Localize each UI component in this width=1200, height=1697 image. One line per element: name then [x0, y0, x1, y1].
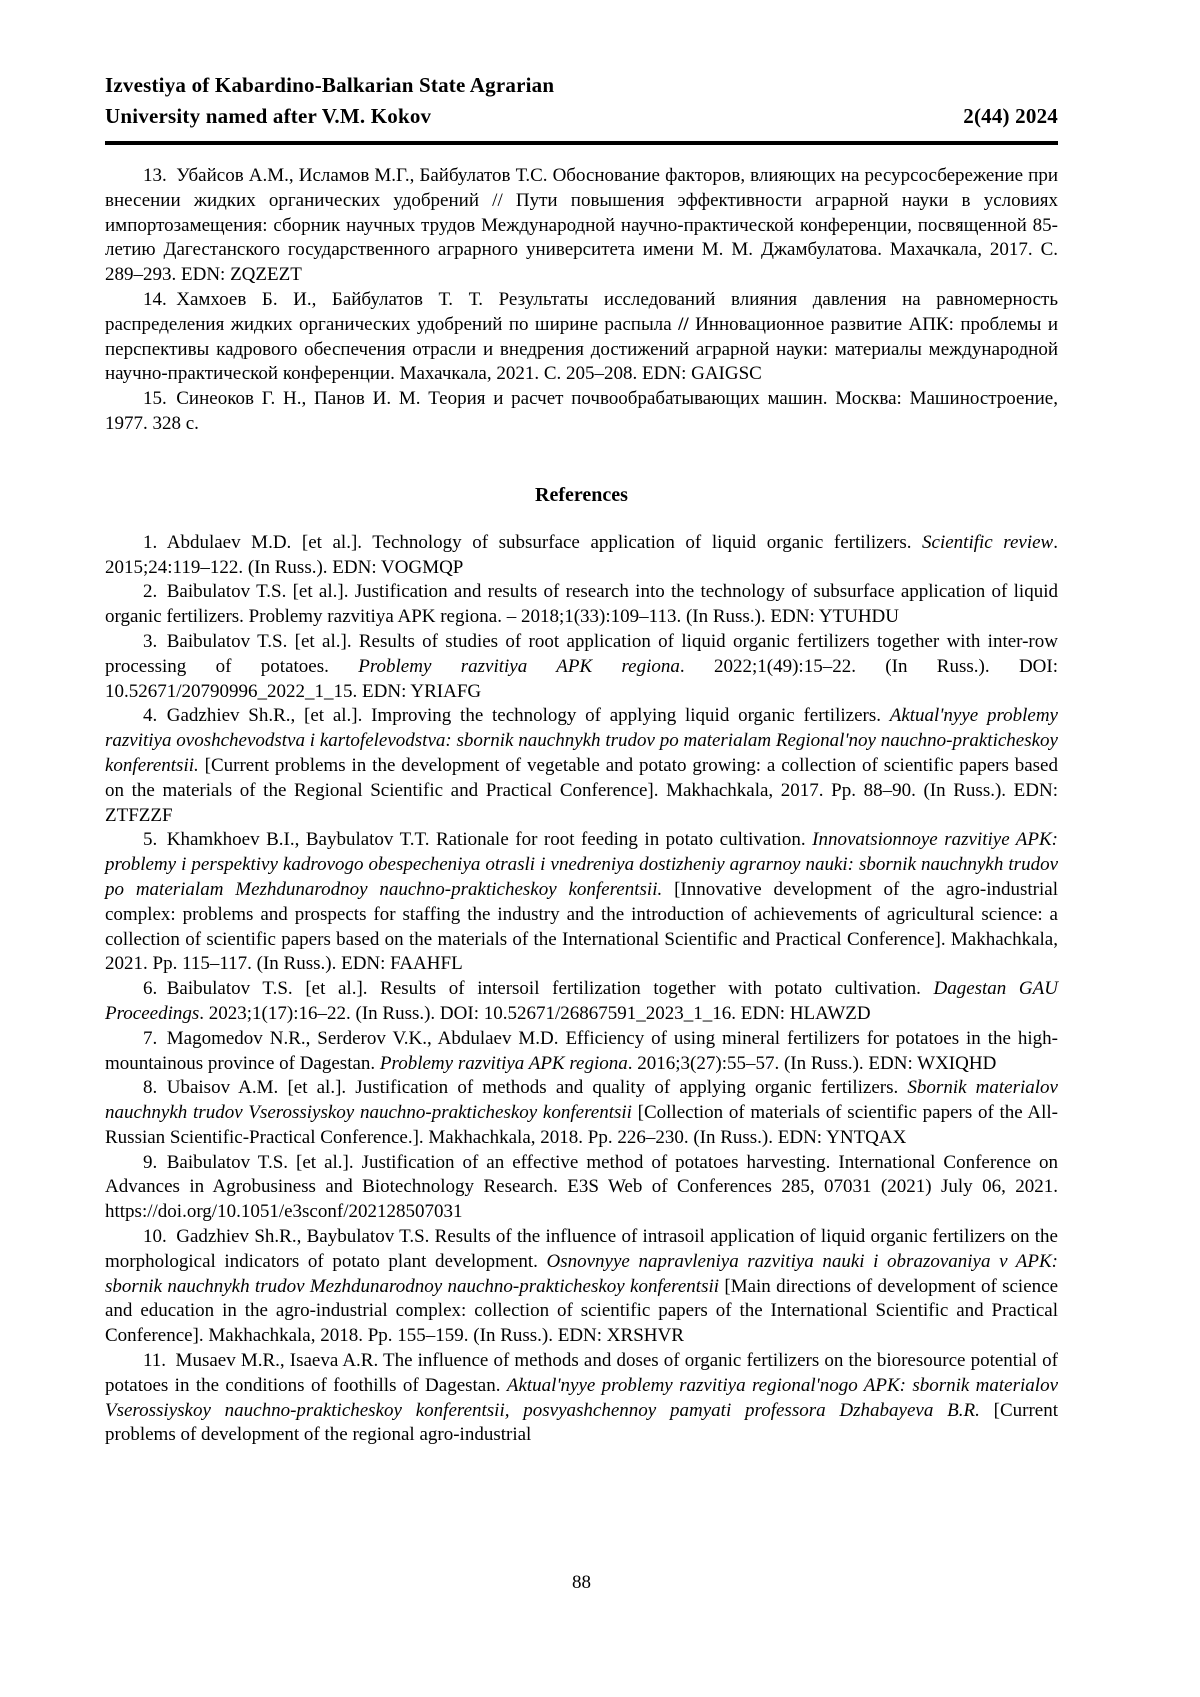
reference-item-english: 2. Baibulatov T.S. [et al.]. Justification and results of research into the technology of subsurface application of liquid organic fertilizers. Problemy razvitiya APK regiona. – 2018;1(33):109–113. (In Russ.). EDN: YTUHDU: [105, 581, 1058, 628]
english-references-list: [105, 531, 1058, 1448]
reference-item-russian: 15. Синеоков Г. Н., Панов И. М. Теория и расчет почвообрабатывающих машин. Москва: Машиностроение, 1977. 328 с.: [105, 388, 1058, 434]
reference-item-english: 10. Gadzhiev Sh.R., Baybulatov T.S. Results of the influence of intrasoil application of liquid organic fertilizers on the morphological indicators of potato plant development. Osnovnyye napravleniya razvitiya nauki i obrazovaniya v APK: sbornik nauchnykh trudov Mezhdunarodnoy nauchno-prakticheskoy konferentsii [Main directions of development of science and education in the agro-industrial complex: collection of scientific papers of the International Scientific and Practical Conference]. Makhachkala, 2018. Pp. 155–159. (In Russ.). EDN: XRSHVR: [105, 1226, 1058, 1347]
reference-item-english: 4. Gadzhiev Sh.R., [et al.]. Improving the technology of applying liquid organic fertilizers. Aktual'nyye problemy razvitiya ovoshchevodstva i kartofelevodstva: sbornik nauchnykh trudov po materialam Regional'noy nauchno-prakticheskoy konferentsii. [Current problems in the development of vegetable and potato growing: a collection of scientific papers based on the materials of the Regional Scientific and Practical Conference]. Makhachkala, 2017. Pp. 88–90. (In Russ.). EDN: ZTFZZF: [105, 705, 1058, 826]
reference-item-english: 8. Ubaisov A.M. [et al.]. Justification of methods and quality of applying organic fertilizers. Sbornik materialov nauchnykh trudov Vserossiyskoy nauchno-prakticheskoy konferentsii [Collection of materials of scientific papers of the All-Russian Scientific-Practical Conference.]. Makhachkala, 2018. Pp. 226–230. (In Russ.). EDN: YNTQAX: [105, 1077, 1058, 1148]
reference-item-english: 11. Musaev M.R., Isaeva A.R. The influence of methods and doses of organic fertilizers on the bioresource potential of potatoes in the conditions of foothills of Dagestan. Aktual'nyye problemy razvitiya regional'nogo APK: sbornik materialov Vserossiyskoy nauchno-prakticheskoy konferentsii, posvyashchennoy pamyati professora Dzhabayeva B.R. [Current problems of development of the regional agro-industrial: [105, 1350, 1059, 1446]
issue-number: 2(44) 2024: [963, 104, 1058, 128]
reference-item-russian: 14. Хамхоев Б. И., Байбулатов Т. Т. Результаты исследований влияния давления на равномерность распределения жидких органических удобрений по ширине распыла // Инновационное развитие АПК: проблемы и перспективы кадрового обеспечения отрасли и внедрения достижений аграрной науки: материалы международной научно-практической конференции. Махачкала, 2021. С. 205–208. EDN: GAIGSC: [105, 288, 1058, 385]
russian-references-list: [105, 164, 1058, 437]
page-number: 88: [572, 1572, 591, 1593]
reference-item-english: 7. Magomedov N.R., Serderov V.K., Abdulaev M.D. Efficiency of using mineral fertilizers for potatoes in the high-mountainous province of Dagestan. Problemy razvitiya APK regiona. 2016;3(27):55–57. (In Russ.). EDN: WXIQHD: [105, 1027, 1058, 1074]
journal-title-line1: Izvestiya of Kabardino-Balkarian State Agrarian: [105, 73, 555, 97]
reference-item-english: 3. Baibulatov T.S. [et al.]. Results of studies of root application of liquid organic fertilizers together with inter-row processing of potatoes. Problemy razvitiya APK regiona. 2022;1(49):15–22. (In Russ.). DOI: 10.52671/20790996_2022_1_15. EDN: YRIAFG: [105, 630, 1058, 702]
reference-item-english: 5. Khamkhoev B.I., Baybulatov T.T. Rationale for root feeding in potato cultivation. Innovatsionnoye razvitiye APK: problemy i perspektivy kadrovogo obespecheniya otrasli i vnedreniya dostizheniy agrarnoy nauki: sbornik nauchnykh trudov po materialam Mezhdunarodnoy nauchno-prakticheskoy konferentsii. [Innovative development of the agro-industrial complex: problems and prospects for staffing the industry and the introduction of achievements of agricultural science: a collection of scientific papers based on the materials of the International Scientific and Practical Conference]. Makhachkala, 2021. Pp. 115–117. (In Russ.). EDN: FAAHFL: [105, 829, 1058, 975]
reference-item-russian: 13. Убайсов А.М., Исламов М.Г., Байбулатов Т.С. Обоснование факторов, влияющих на ресурсосбережение при внесении жидких органических удобрений // Пути повышения эффективности аграрной науки в условиях импортозамещения: сборник научных трудов Международной научно-практической конференции, посвященной 85-летию Дагестанского государственного аграрного университета имени М. М. Джамбулатова. Махачкала, 2017. С. 289–293. EDN: ZQZEZT: [105, 165, 1058, 286]
page-header: [105, 70, 1058, 145]
reference-item-english: 6. Baibulatov T.S. [et al.]. Results of intersoil fertilization together with potato cultivation. Dagestan GAU Proceedings. 2023;1(17):16–22. (In Russ.). DOI: 10.52671/26867591_2023_1_16. EDN: HLAWZD: [105, 978, 1058, 1024]
header-rule: [105, 141, 1058, 145]
references-heading: References: [535, 483, 628, 506]
reference-item-english: 1. Abdulaev M.D. [et al.]. Technology of subsurface application of liquid organic fertilizers. Scientific review. 2015;24:119–122. (In Russ.). EDN: VOGMQP: [105, 531, 1058, 578]
journal-title-line2: University named after V.M. Kokov: [105, 104, 432, 128]
references-content: [105, 164, 1058, 1448]
reference-item-english: 9. Baibulatov T.S. [et al.]. Justification of an effective method of potatoes harvesting. International Conference on Advances in Agrobusiness and Biotechnology Research. E3S Web of Conferences 285, 07031 (2021) July 06, 2021. https://doi.org/10.1051/e3sconf/202128507031: [105, 1151, 1058, 1223]
